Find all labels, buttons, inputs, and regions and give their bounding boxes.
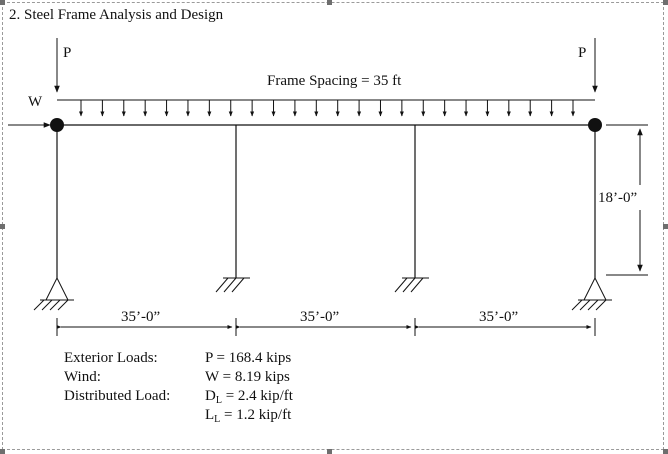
pin-support-left <box>34 278 74 310</box>
live-load-symbol: L <box>205 407 215 423</box>
wind-load-label: W <box>28 94 43 110</box>
dead-load-symbol: D <box>205 388 216 404</box>
figure-title: 2. Steel Frame Analysis and Design <box>9 7 224 23</box>
exterior-load-value: P = 168.4 kips <box>205 350 292 366</box>
point-load-right-label: P <box>578 45 587 61</box>
fixed-support-3 <box>395 278 429 292</box>
joint-left <box>50 118 64 132</box>
height-dimension-label: 18’-0” <box>598 190 638 206</box>
live-load-amount: = 1.2 kip/ft <box>220 407 292 423</box>
bay-1-dimension-label: 35’-0” <box>121 309 161 325</box>
exterior-loads-label: Exterior Loads: <box>64 350 158 366</box>
live-load-value <box>205 406 291 424</box>
fixed-support-2 <box>216 278 250 292</box>
frame-spacing-label: Frame Spacing = 35 ft <box>267 73 402 89</box>
live-load-subscript: L <box>214 414 221 425</box>
dead-load-subscript: L <box>215 395 222 406</box>
pin-support-right <box>572 278 612 310</box>
dead-load-value <box>205 387 293 405</box>
bay-2-dimension-label: 35’-0” <box>300 309 340 325</box>
joint-right <box>588 118 602 132</box>
distributed-load-label: Distributed Load: <box>64 388 171 404</box>
bay-3-dimension-label: 35’-0” <box>479 309 519 325</box>
wind-label: Wind: <box>64 369 101 385</box>
wind-load-value: W = 8.19 kips <box>205 369 290 385</box>
dead-load-amount: = 2.4 kip/ft <box>221 388 293 404</box>
point-load-left-label: P <box>63 45 72 61</box>
distributed-load-arrows <box>81 100 573 116</box>
